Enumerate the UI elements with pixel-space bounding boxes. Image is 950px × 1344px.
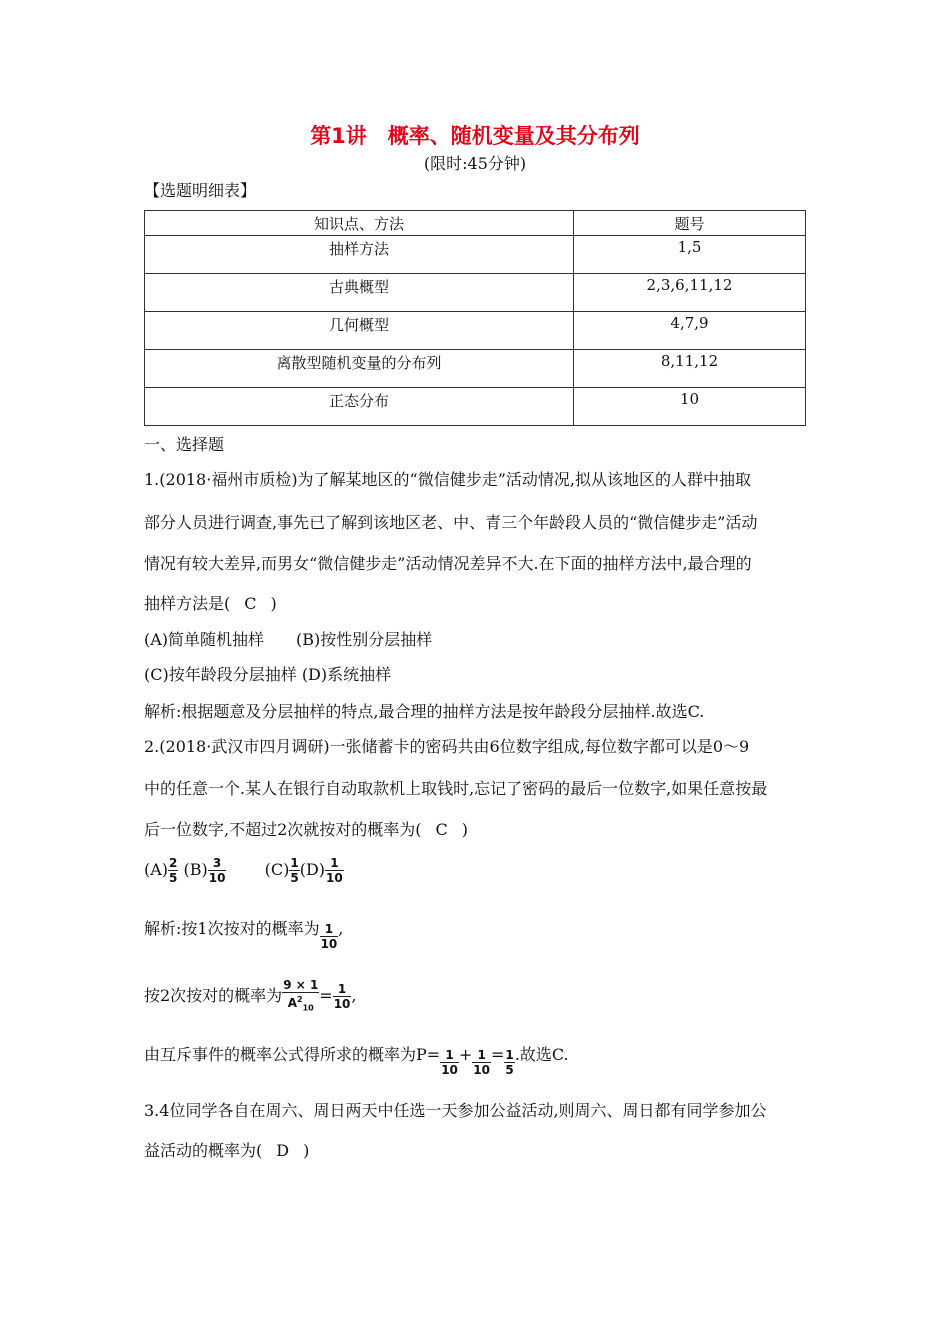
solution-fraction: $\frac{1}{5}$ bbox=[505, 1048, 514, 1077]
question-3-line-1: 3.4位同学各自在周六、周日两天中任选一天参加公益活动,则周六、周日都有同学参加公 bbox=[144, 1101, 767, 1120]
time-limit: (限时:45分钟) bbox=[423, 154, 527, 173]
solution-end: .故选C. bbox=[514, 1045, 569, 1064]
question-1-stem-end: 抽样方法是( bbox=[144, 594, 231, 613]
option-b-label: (B) bbox=[183, 860, 208, 879]
solution-fraction: $\frac{9 \times 1}{A^2_{10}}$ bbox=[283, 978, 319, 1013]
table-row bbox=[145, 350, 806, 388]
question-2-solution-1 bbox=[144, 916, 343, 951]
table-row bbox=[145, 388, 806, 426]
table-cell-topic: 古典概型 bbox=[145, 274, 574, 312]
solution-fraction: $\frac{1}{10}$ bbox=[473, 1048, 490, 1077]
question-3-paren-close: ) bbox=[303, 1141, 310, 1160]
table-row bbox=[145, 236, 806, 274]
question-1-line-1: 1.(2018·福州市质检)为了解某地区的“微信健步走”活动情况,拟从该地区的人群中抽取 bbox=[144, 470, 752, 489]
option-a-label: (A) bbox=[144, 860, 169, 879]
table-cell-topic: 几何概型 bbox=[145, 312, 574, 350]
question-1-solution: 解析:根据题意及分层抽样的特点,最合理的抽样方法是按年龄段分层抽样.故选C. bbox=[144, 702, 705, 721]
question-2-line-1: 2.(2018·武汉市四月调研)一张储蓄卡的密码共由6位数字组成,每位数字都可以是0～9 bbox=[144, 737, 750, 756]
option-c-label: (C) bbox=[264, 860, 290, 879]
section-heading: 一、选择题 bbox=[144, 435, 225, 454]
table-header-row bbox=[145, 211, 806, 236]
table-cell-topic: 正态分布 bbox=[145, 388, 574, 426]
table-cell-topic: 抽样方法 bbox=[145, 236, 574, 274]
option-d-label: (D) bbox=[299, 860, 326, 879]
question-3-line-2 bbox=[144, 1138, 309, 1161]
table-cell-numbers: 4,7,9 bbox=[574, 312, 806, 350]
topic-table bbox=[144, 210, 806, 426]
question-2-line-2: 中的任意一个.某人在银行自动取款机上取钱时,忘记了密码的最后一位数字,如果任意按最 bbox=[144, 779, 768, 798]
table-cell-topic: 离散型随机变量的分布列 bbox=[145, 350, 574, 388]
option-c-fraction: $\frac{1}{5}$ bbox=[290, 856, 299, 885]
question-2-line-3 bbox=[144, 817, 468, 840]
table-cell-numbers: 8,11,12 bbox=[574, 350, 806, 388]
solution-text: 解析:按1次按对的概率为 bbox=[144, 919, 320, 938]
question-2-paren-close: ) bbox=[461, 820, 469, 839]
question-2-stem-end: 后一位数字,不超过2次就按对的概率为( bbox=[144, 820, 422, 839]
question-2-options bbox=[144, 856, 344, 885]
question-2-solution-2 bbox=[144, 978, 357, 1015]
table-cell-numbers: 2,3,6,11,12 bbox=[574, 274, 806, 312]
plus-sign: + bbox=[458, 1045, 473, 1064]
question-1-answer: C bbox=[244, 594, 257, 613]
equals-sign: = bbox=[319, 986, 333, 1006]
solution-text: 由互斥事件的概率公式得所求的概率为P= bbox=[144, 1045, 441, 1064]
solution-comma: , bbox=[338, 919, 344, 938]
page-title: 第1讲 概率、随机变量及其分布列 bbox=[310, 124, 640, 148]
solution-text: 按2次按对的概率为 bbox=[144, 986, 283, 1006]
question-1-options-1: (A)简单随机抽样 (B)按性别分层抽样 bbox=[144, 630, 433, 649]
question-2-answer: C bbox=[435, 820, 448, 839]
solution-fraction: $\frac{1}{10}$ bbox=[320, 922, 338, 951]
question-3-stem-end: 益活动的概率为( bbox=[144, 1141, 263, 1160]
option-a-fraction: $\frac{2}{5}$ bbox=[169, 856, 178, 885]
solution-comma: , bbox=[351, 986, 357, 1006]
question-1-line-2: 部分人员进行调查,事先已了解到该地区老、中、青三个年龄段人员的“微信健步走”活动 bbox=[144, 513, 758, 532]
table-cell-numbers: 10 bbox=[574, 388, 806, 426]
table-header-topic: 知识点、方法 bbox=[145, 211, 574, 236]
question-1-line-4 bbox=[144, 591, 277, 614]
question-2-solution-3 bbox=[144, 1042, 569, 1077]
question-1-line-3: 情况有较大差异,而男女“微信健步走”活动情况差异不大.在下面的抽样方法中,最合理的 bbox=[144, 554, 752, 573]
table-header-numbers: 题号 bbox=[574, 211, 806, 236]
table-row bbox=[145, 274, 806, 312]
question-3-answer: D bbox=[276, 1141, 290, 1160]
equals-sign: = bbox=[491, 1045, 505, 1064]
solution-fraction: $\frac{1}{10}$ bbox=[441, 1048, 458, 1077]
question-1-options-2: (C)按年龄段分层抽样 (D)系统抽样 bbox=[144, 665, 392, 684]
table-cell-numbers: 1,5 bbox=[574, 236, 806, 274]
solution-fraction: $\frac{1}{10}$ bbox=[333, 982, 351, 1012]
option-d-fraction: $\frac{1}{10}$ bbox=[326, 856, 343, 885]
question-1-paren-close: ) bbox=[270, 594, 277, 613]
table-heading: 【选题明细表】 bbox=[144, 181, 257, 200]
table-row bbox=[145, 312, 806, 350]
option-b-fraction: $\frac{3}{10}$ bbox=[208, 856, 226, 885]
